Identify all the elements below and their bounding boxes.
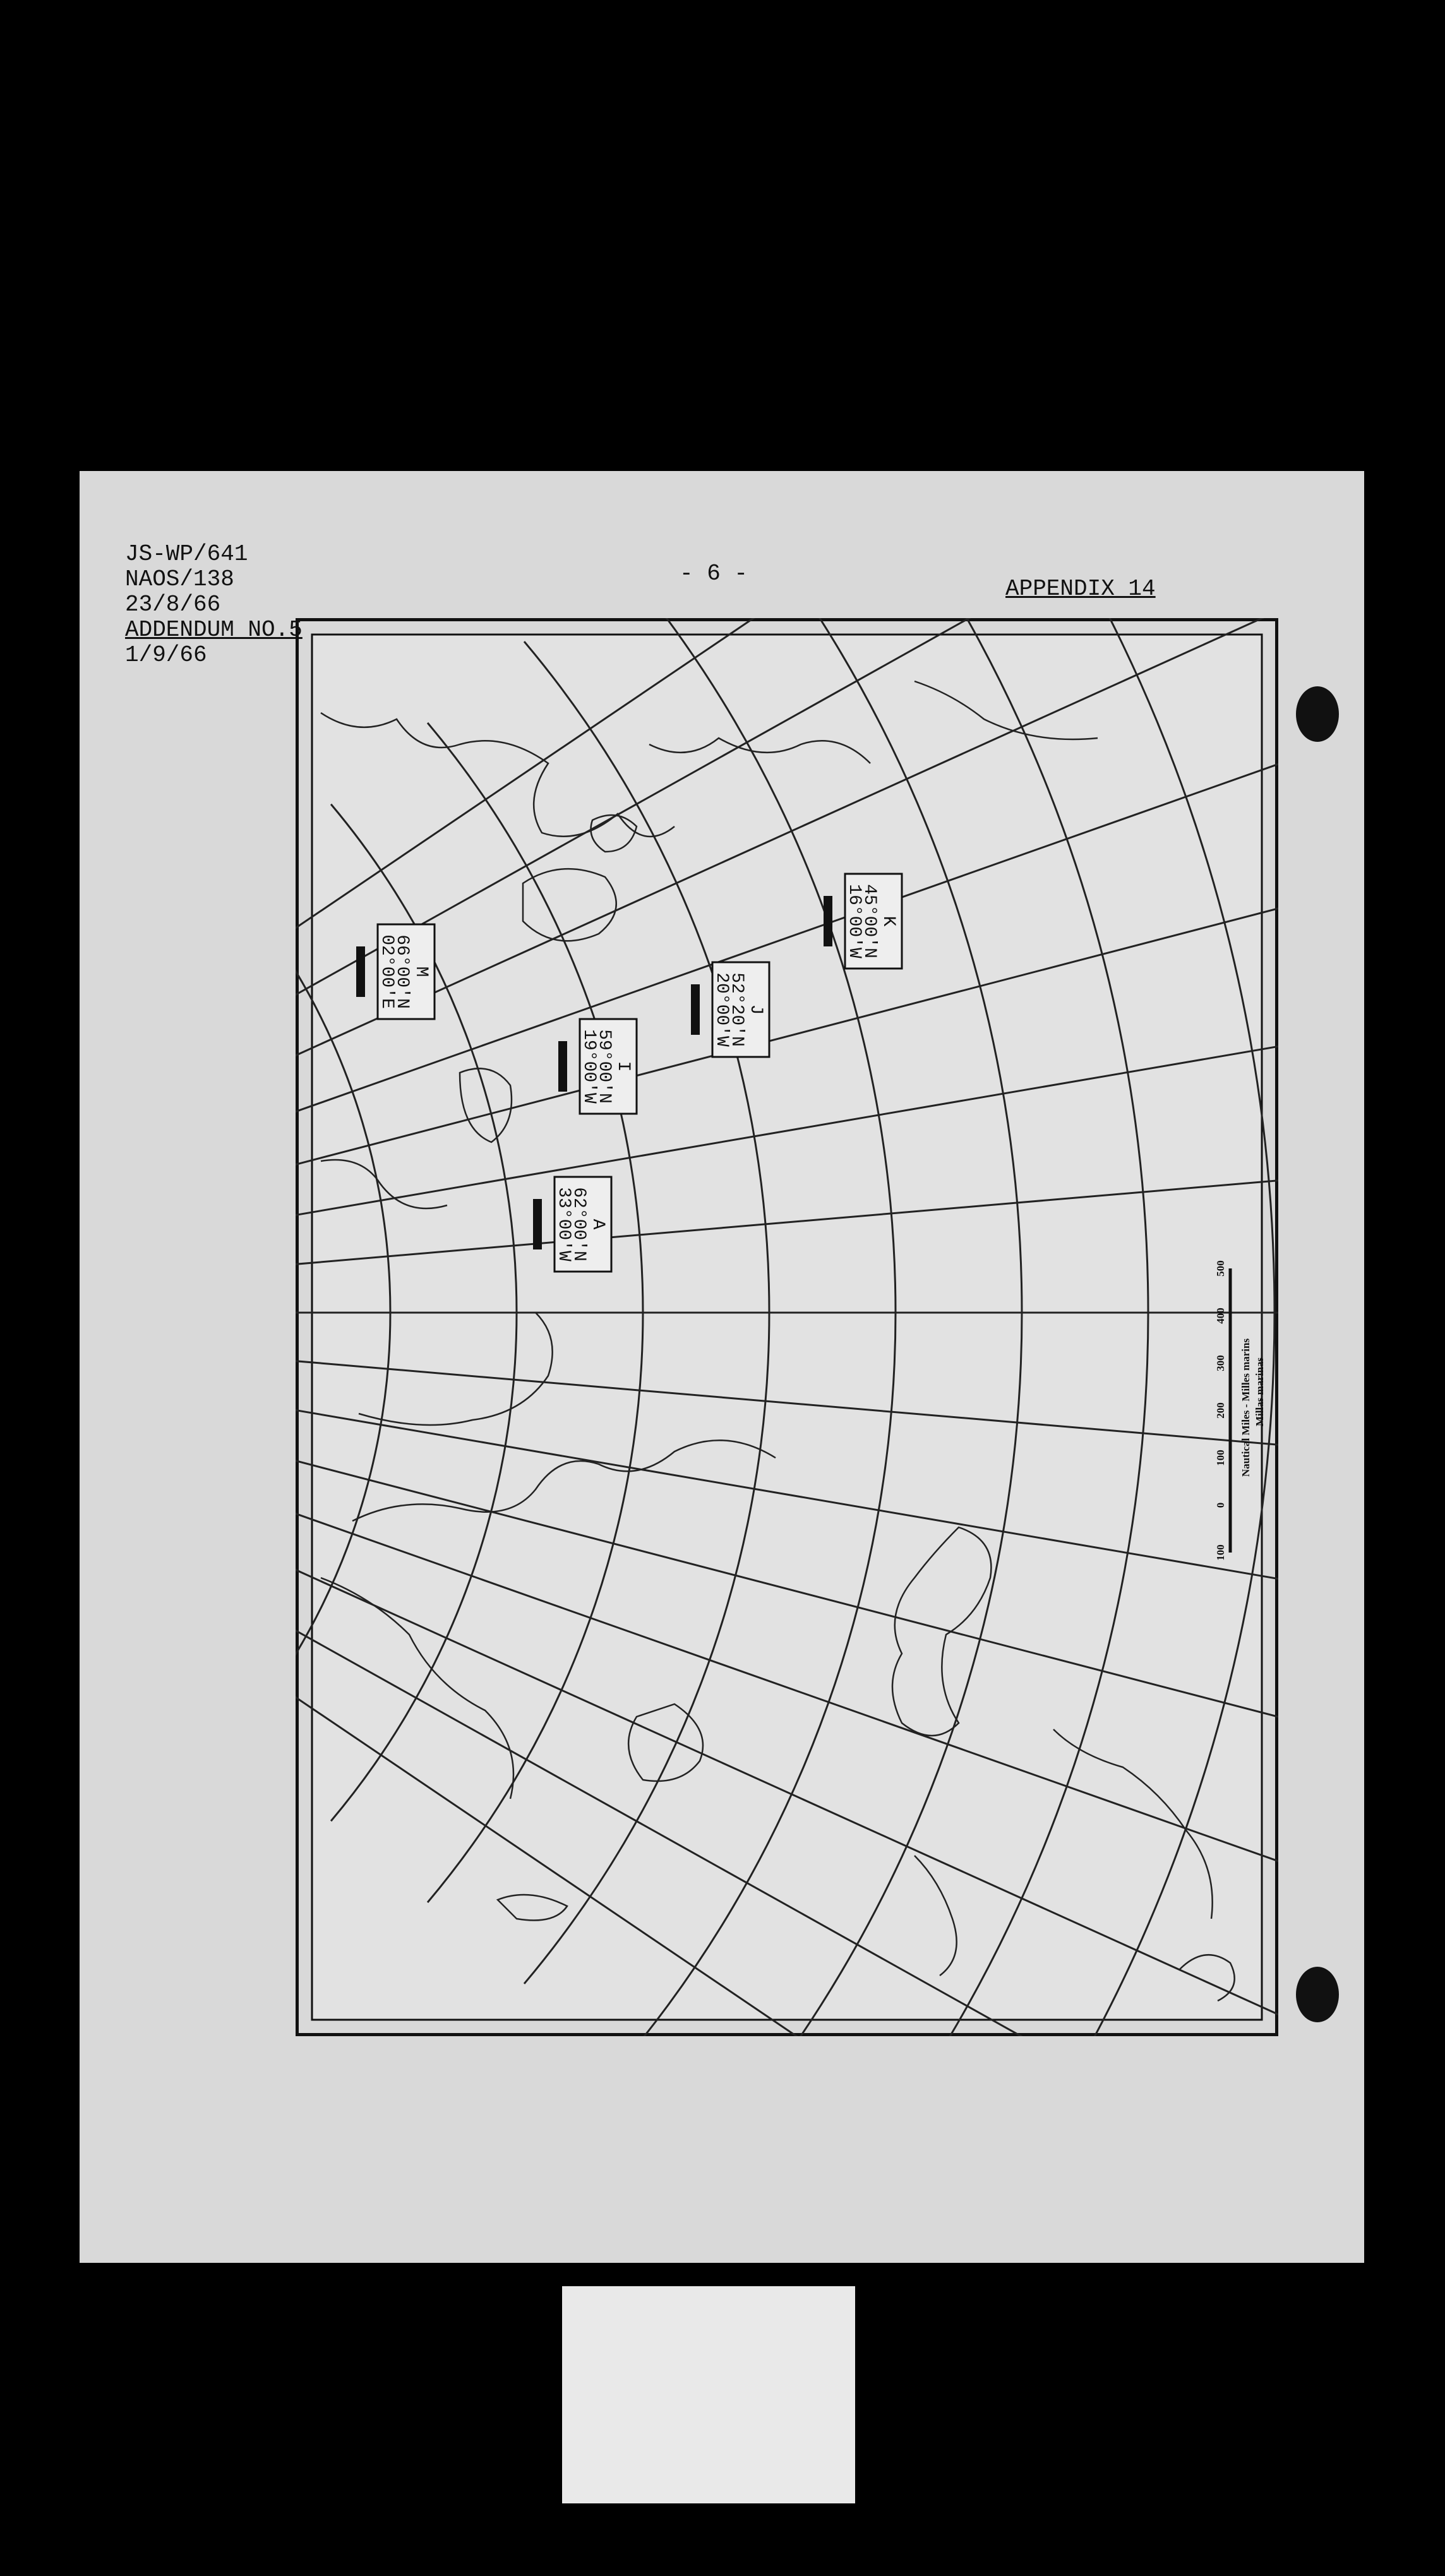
- scale-tick-label: 300: [1214, 1355, 1226, 1371]
- scale-tick-label: 100: [1214, 1450, 1226, 1466]
- station-longitude: 33°00'W: [554, 1187, 573, 1261]
- scale-tick-label: 0: [1214, 1502, 1226, 1508]
- document-header-block: [125, 542, 303, 668]
- film-marker-slip: [562, 2286, 855, 2503]
- station-latitude: 52°20'N: [727, 972, 746, 1047]
- station-latitude: 62°00'N: [569, 1187, 589, 1261]
- scale-tick-label: 500: [1214, 1260, 1226, 1277]
- ship-icon: [356, 946, 365, 997]
- station-id: M: [411, 966, 431, 977]
- ref-line-1: JS-WP/641: [125, 541, 248, 567]
- north-atlantic-map: [296, 618, 1278, 2036]
- scale-tick-label: 200: [1214, 1402, 1226, 1419]
- station-longitude: 16°00'W: [844, 884, 864, 958]
- station-latitude: 66°00'N: [392, 934, 412, 1009]
- punch-hole-bottom: [1286, 1960, 1349, 2029]
- scale-title: Nautical Miles - Milles marins: [1240, 1338, 1252, 1477]
- station-id: A: [588, 1219, 608, 1230]
- station-longitude: 19°00'W: [579, 1029, 599, 1104]
- scale-tick-label: 100: [1214, 1544, 1226, 1561]
- scale-tick-label: 400: [1214, 1308, 1226, 1324]
- addendum-date: 1/9/66: [125, 642, 207, 668]
- station-longitude: 02°00'E: [377, 934, 397, 1009]
- station-id: J: [746, 1004, 765, 1015]
- station-latitude: 45°00'N: [860, 884, 879, 958]
- scale-subtitle: Millas marinas: [1254, 1357, 1266, 1426]
- ref-line-2: NAOS/138: [125, 566, 234, 592]
- ship-icon: [824, 896, 832, 946]
- station-id: I: [613, 1061, 633, 1072]
- appendix-label: APPENDIX 14: [1005, 576, 1156, 602]
- ref-line-3: 23/8/66: [125, 592, 221, 617]
- addendum-label: ADDENDUM NO.5: [125, 617, 303, 643]
- document-page: [80, 471, 1364, 2263]
- ship-icon: [558, 1041, 567, 1092]
- station-id: K: [878, 915, 898, 927]
- punch-hole-top: [1286, 679, 1349, 749]
- page-number: - 6 -: [680, 561, 748, 587]
- ship-icon: [691, 984, 700, 1035]
- station-longitude: 20°00'W: [712, 972, 731, 1047]
- station-latitude: 59°00'N: [594, 1029, 614, 1104]
- ship-icon: [533, 1199, 542, 1249]
